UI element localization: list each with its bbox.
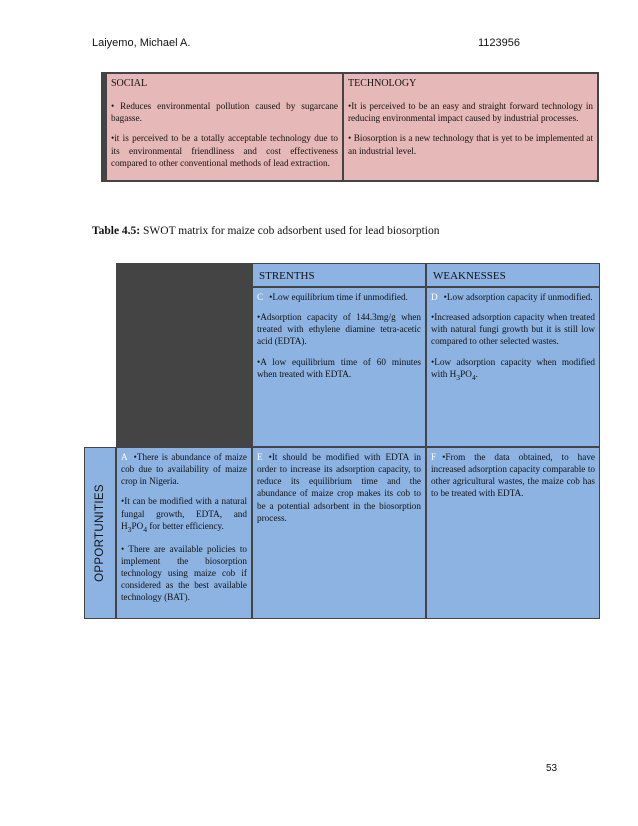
opportunity-item: •It can be modified with a natural fungal growth, EDTA, and $H_3PO_4$ for better efficiency. xyxy=(121,496,247,534)
top-table xyxy=(101,72,599,182)
caption-text: SWOT matrix for maize cob adsorbent used for lead biosorption xyxy=(140,225,440,237)
caption-number: Table 4.5: xyxy=(92,225,141,237)
social-item: •it is perceived to be a totally acceptable technology due to its environmental friendliness and cost effectiveness compared to other conventional methods of lead extraction. xyxy=(111,133,338,168)
opportunity-item: • There are available policies to implement the biosorption technology using maize cob if considered as the best available technology (BAT). xyxy=(121,543,247,603)
opportunity-item: A •There is abundance of maize cob due to availability of maize crop in Nigeria. xyxy=(121,452,247,487)
opportunities-label xyxy=(84,447,116,619)
strengths-item: •A low equilibrium time of 60 minutes when treated with EDTA. xyxy=(257,356,421,379)
header-author: Laiyemo, Michael A. xyxy=(92,37,191,49)
social-label: SOCIAL xyxy=(111,78,148,89)
cell-e-text: •It should be modified with EDTA in order to increase its adsorption capacity, to reduce its equilibrium time and the abundance of maize crop makes its cob to be a potential adsorbent in the biosorption process. xyxy=(257,452,421,523)
cell-letter-e: E xyxy=(257,452,263,462)
weaknesses-item-text: •Low adsorption capacity if unmodified. xyxy=(443,292,593,302)
weakness-opportunity-cell-f xyxy=(427,448,599,618)
page-number: 53 xyxy=(546,763,558,774)
technology-cell xyxy=(344,74,597,180)
strengths-header: STRENTHS xyxy=(253,264,425,286)
opportunities-label-text: OPPORTUNITIES xyxy=(94,484,106,582)
social-cell xyxy=(107,74,342,180)
strengths-cell xyxy=(253,288,425,446)
strengths-item: •Adsorption capacity of 144.3mg/g when treated with ethylene diamine tetra-acetic acid (EDTA). xyxy=(257,312,421,347)
weaknesses-item xyxy=(431,291,595,303)
cell-letter-a: A xyxy=(121,452,128,462)
weaknesses-item: •Low adsorption capacity when modified with $H_3PO_4$. xyxy=(431,356,595,382)
header-id: 1123956 xyxy=(478,37,521,49)
weaknesses-item: •Increased adsorption capacity when treated with natural fungi growth but it is still low compared to other selected wastes. xyxy=(431,312,595,347)
table-caption xyxy=(92,225,440,237)
weaknesses-header: WEAKNESSES xyxy=(427,264,599,286)
cell-letter-c: C xyxy=(257,292,264,302)
technology-item: • Biosorption is a new technology that is yet to be implemented at an industrial level. xyxy=(348,133,593,156)
cell-letter-f: F xyxy=(431,452,437,462)
strengths-item-text: •Low equilibrium time if unmodified. xyxy=(269,292,408,302)
social-item: • Reduces environmental pollution caused by sugarcane bagasse. xyxy=(111,101,338,124)
opportunities-cell-a xyxy=(117,448,251,618)
strengths-item xyxy=(257,291,421,303)
cell-f-text: •From the data obtained, to have increased adsorption capacity comparable to other agricultural wastes, the maize cob has to be treated with EDTA. xyxy=(431,452,595,499)
technology-label: TECHNOLOGY xyxy=(348,78,417,89)
cell-letter-d: D xyxy=(431,292,438,302)
technology-item: •It is perceived to be an easy and straight forward technology in reducing environmental impact caused by industrial processes. xyxy=(348,101,593,124)
strength-opportunity-cell-e xyxy=(253,448,425,618)
swot-table xyxy=(116,263,600,619)
weaknesses-cell xyxy=(427,288,599,446)
